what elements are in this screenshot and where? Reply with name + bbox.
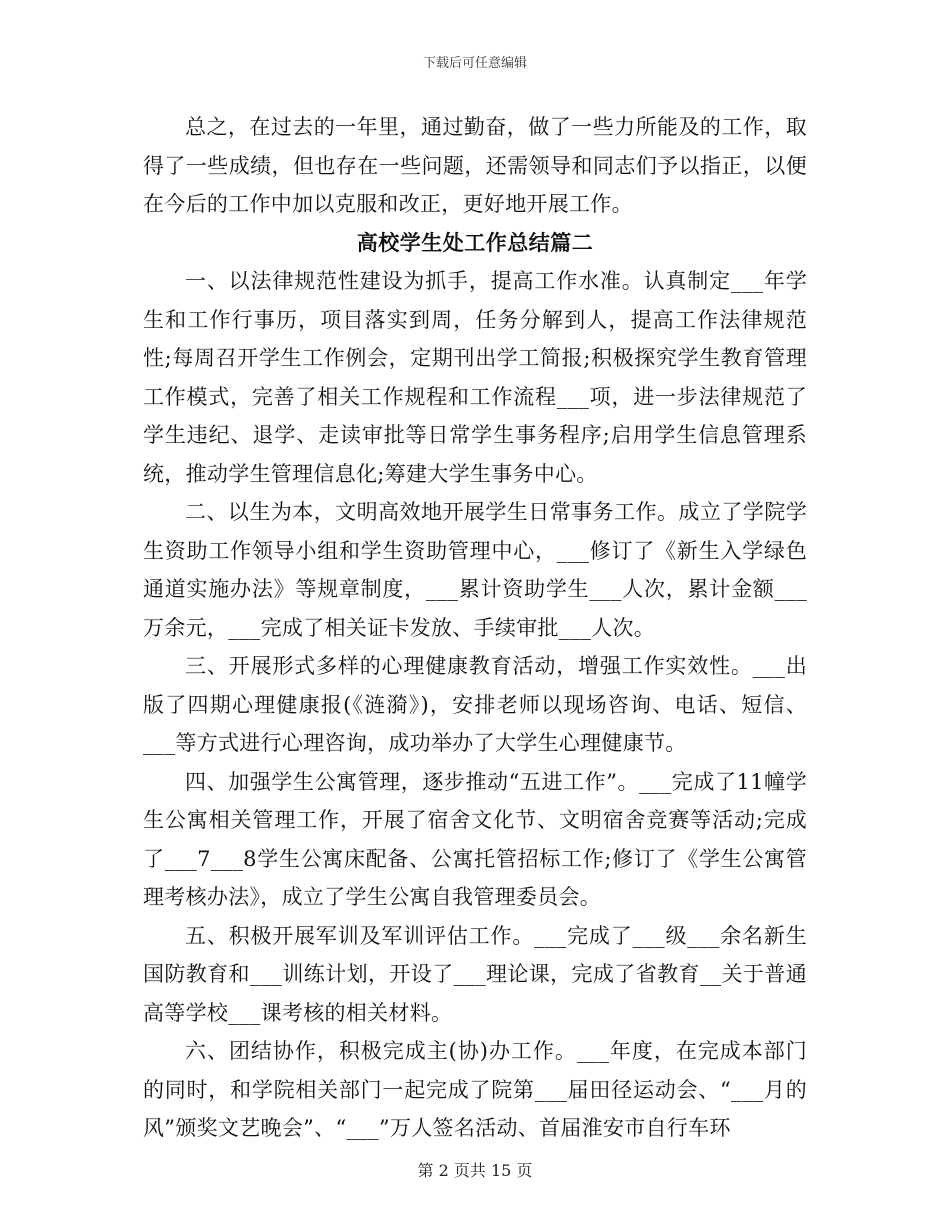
paragraph-6: 六、团结协作，积极完成主(协)办工作。___年度，在完成本部门的同时，和学院相关部门一起完成了院第___届田径运动会、“___月的风”颁奖文艺晚会”、“___”万人签名活动、首届淮安市自行车环 bbox=[143, 1039, 807, 1140]
paragraph-2: 二、以生为本，文明高效地开展学生日常事务工作。成立了学院学生资助工作领导小组和学生资助管理中心，___修订了《新生入学绿色通道实施办法》等规章制度，___累计资助学生___人次，累计金额___万余元，___完成了相关证卡发放、手续审批___人次。 bbox=[143, 500, 807, 640]
intro-paragraph: 总之，在过去的一年里，通过勤奋，做了一些力所能及的工作，取得了一些成绩，但也存在一些问题，还需领导和同志们予以指正，以便在今后的工作中加以克服和改正，更好地开展工作。 bbox=[143, 115, 807, 216]
document-body bbox=[143, 108, 807, 1148]
paragraph-3: 三、开展形式多样的心理健康教育活动，增强工作实效性。___出版了四期心理健康报(《涟漪》)，安排老师以现场咨询、电话、短信、___等方式进行心理咨询，成功举办了大学生心理健康节。 bbox=[143, 654, 807, 755]
page-footer: 第 2 页共 15 页 bbox=[417, 1161, 533, 1180]
paragraph-1: 一、以法律规范性建设为抓手，提高工作水准。认真制定___年学生和工作行事历，项目落实到周，任务分解到人，提高工作法律规范性;每周召开学生工作例会，定期刊出学工简报;积极探究学生教育管理工作模式，完善了相关工作规程和工作流程___项，进一步法律规范了学生违纪、退学、走读审批等日常学生事务程序;启用学生信息管理系统，推动学生管理信息化;筹建大学生事务中心。 bbox=[143, 269, 807, 486]
section-title: 高校学生处工作总结篇二 bbox=[356, 229, 594, 255]
paragraph-5: 五、积极开展军训及军训评估工作。___完成了___级___余名新生国防教育和___训练计划，开设了___理论课，完成了省教育__关于普通高等学校___课考核的相关材料。 bbox=[143, 923, 807, 1025]
paragraph-4: 四、加强学生公寓管理，逐步推动“五进工作”。___完成了11幢学生公寓相关管理工作，开展了宿舍文化节、文明宿舍竞赛等活动;完成了___7___8学生公寓床配备、公寓托管招标工作;修订了《学生公寓管理考核办法》，成立了学生公寓自我管理委员会。 bbox=[143, 769, 807, 909]
page-header: 下载后可任意编辑 bbox=[422, 56, 527, 71]
